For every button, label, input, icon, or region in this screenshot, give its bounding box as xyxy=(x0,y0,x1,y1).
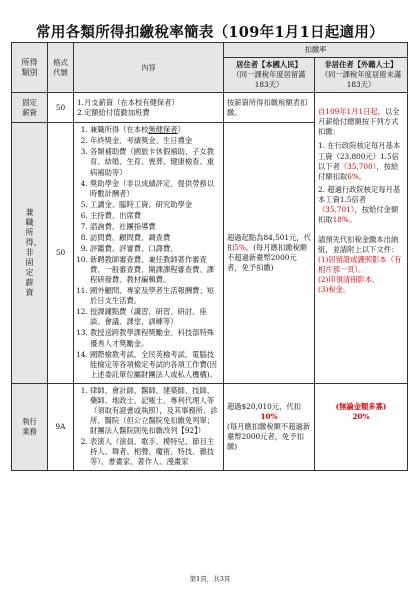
format-code: 50 xyxy=(48,93,74,123)
header-income-category: 所得類別 xyxy=(12,43,48,93)
list-item: 11. 國外顧問、專家及學者生活報酬費；短於日支生活費。 xyxy=(90,286,220,306)
table-header-row xyxy=(12,43,408,58)
list-item: 4. 獎助學金（非以成績評定、提供勞務以時數計酬者） xyxy=(90,179,220,199)
table-row xyxy=(12,93,408,123)
header-withholding-rate: 扣繳率 xyxy=(224,43,408,58)
list-item: 3. 各類補助費（國旅卡休假補助、子女教育、結婚、生育、喪葬、健康檢查、重病補助等） xyxy=(90,147,220,177)
list-item: 6. 主持費、出席費 xyxy=(90,211,220,221)
list-item: 7. 諮詢費、社團指導費 xyxy=(90,222,220,232)
category-parttime: 兼職所得、非固定薪資 xyxy=(12,123,48,384)
header-format-code: 格式代號 xyxy=(48,43,74,93)
list-item: 10. 新聘教師審查費、兼任教師著作審查費、一般審查費、開課課程審查費、課程研發費、教材編輯費。 xyxy=(90,255,220,285)
list-item: 13. 教授送跨教學課程獎勵金、科技部特殊優秀人才獎勵金。 xyxy=(90,328,220,348)
page-title: 常用各類所得扣繳稅率簡表（109年1月1日起適用） xyxy=(36,24,384,41)
content-cell xyxy=(74,123,224,384)
header-content: 內容 xyxy=(74,43,224,93)
resident-rate-cell: 超過起點為84,501元，代扣5%。(每月應扣繳稅額不超過新臺幣2000元者，免予扣繳) xyxy=(224,123,315,384)
category-practice: 執行業務 xyxy=(12,383,48,471)
nonresident-rate-cell: (無論金額多寡) 20% xyxy=(315,383,408,471)
list-item: 14. 國際檢教考試、全民英檢考試、電腦技能檢定等各項檢定考試的各項工作費(因上述委託單位屬財團法人或私人機構)。 xyxy=(90,350,220,380)
tax-rate-table xyxy=(11,42,408,471)
nonresident-rate-cell: 自109年1月1日起，以全月薪給付總額按下列方式扣繳： 1. 在行政院核定每月基本工資（23,800元）1.5倍以下者（35,700），按給付額扣取6%。 2. 超過行政院核定每月基本工資1.5倍者（35,701），按給付金額扣取18%。 請預先代扣稅金繳本出納組，並請附上以下文件： (1)居留證或護照影本（有相片那一頁）。 (2)印領清冊影本。 (3)稅金。 xyxy=(315,93,408,384)
format-code: 50 xyxy=(48,123,74,384)
list-item: 2. 年終獎金、考績獎金、生日禮金 xyxy=(90,136,220,146)
content-cell: 1.月支薪資（在本校有健保者） 2.定額給付值勤加班費 xyxy=(74,93,224,123)
list-item: 5. 工讀金、臨時工資、研究助學金 xyxy=(90,200,220,210)
resident-rate-cell: 超過$20,010元，代扣 10% (每月應扣繳稅額不超過新臺幣2000元者，免予扣繳) xyxy=(224,383,315,471)
list-item: 1. 兼職所得（在本校無健保者） xyxy=(90,125,220,135)
category-fixed-salary: 固定薪資 xyxy=(12,93,48,123)
header-resident: 居住者【本國人民】 （同一課稅年度居留滿183天） xyxy=(224,58,315,93)
list-item: 1. 律師、會計師、醫師、建築師、技師、藥師、地政士、記帳士、專利代理人等（須取有證書或執照），及其事務所、診所、醫院（但公立醫院免扣繳免列單；財團法人醫院則免扣繳改列【92】） xyxy=(90,386,220,436)
content-cell xyxy=(74,383,224,471)
list-item: 9. 評鑑費、評審費、口譯費、 xyxy=(90,244,220,254)
page-footer: 第1頁，共3頁 xyxy=(189,575,231,583)
parttime-items xyxy=(77,125,220,380)
resident-rate-cell: 按薪資所得扣繳稅額表扣繳。 xyxy=(224,93,315,123)
practice-items xyxy=(77,386,220,468)
format-code: 9A xyxy=(48,383,74,471)
list-item: 8. 訪問費、顧問費、調查費 xyxy=(90,233,220,243)
list-item: 12. 授課鐘點費（講習、研習、研討、座談、會議、課堂、訓練等） xyxy=(90,307,220,327)
header-nonresident: 非居住者【外籍人士】 （同一課稅年度居留未滿183天） xyxy=(315,58,408,93)
list-item: 2. 表演人（演員、歌手、模特兒、節目主持人、舞者、相聲、魔術、特技、雜技等）、書畫家、著作人、漫畫家 xyxy=(90,437,220,467)
table-row xyxy=(12,383,408,471)
